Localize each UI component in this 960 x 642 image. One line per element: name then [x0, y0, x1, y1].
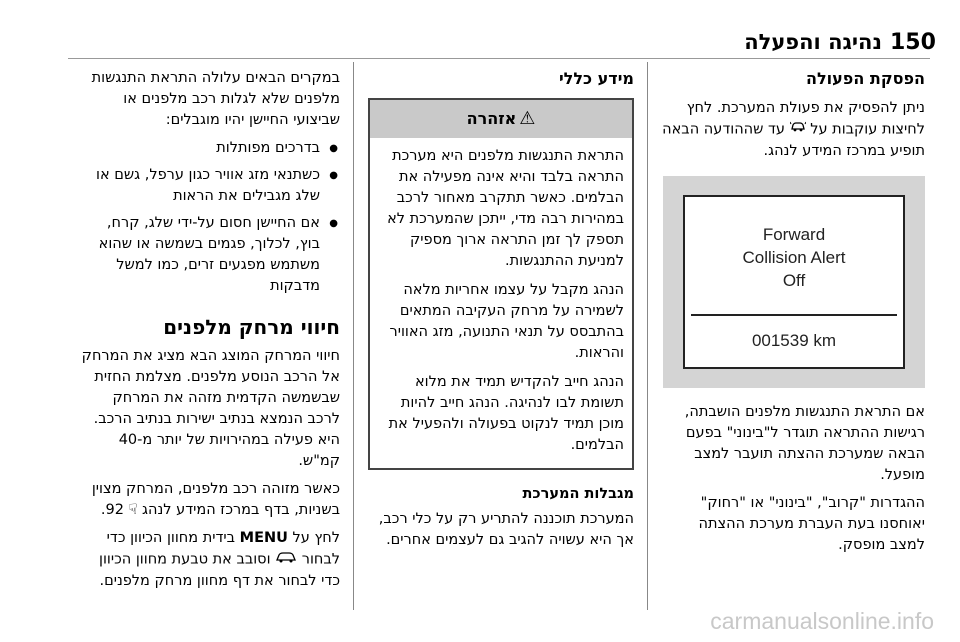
menu-instruction-end: וסובב את טבעת מחוון הכיוון כדי לבחור את דף מחוון מרחק מלפנים.	[99, 551, 340, 589]
page-number: 150	[890, 30, 936, 55]
column-divider-left	[353, 62, 354, 610]
page-header-title: נהיגה והפעלה	[744, 30, 882, 54]
header-rule	[68, 58, 930, 59]
warning-paragraph: התראת התנגשות מלפנים היא מערכת התראה בלבד והיא אינה מפעילה את הבלמים. כאשר תתקרב מאחור לרכב במהירות רבה מדי, ייתכן שהמערכת לא תספק לך זמן התראה ארוך מספיק למניעת ההתנגשות.	[387, 148, 624, 269]
warning-header	[370, 100, 632, 138]
bullet-item: ● בדרכים מפותלות	[80, 138, 340, 159]
menu-instruction-start: לחץ על	[292, 530, 340, 546]
car-distance-icon	[275, 549, 297, 570]
display-divider	[691, 314, 897, 316]
bullet-item: ● כשתנאי מזג אוויר כגון ערפל, גשם או שלג מגבילים את הראות	[80, 165, 340, 207]
display-line-forward: Forward	[762, 224, 826, 244]
display-odometer: 001539 km	[751, 330, 837, 350]
menu-instruction-middle: בידית מחוון הכיוון כדי לבחור	[106, 530, 340, 568]
display-line-collision-alert: Collision Alert	[742, 247, 846, 267]
distance-intro-text: חיווי המרחק המוצג הבא מציג את המרחק אל הרכב הנוסע מלפנים. מצלמת החזית שבשמשה הקדמית מזהה את המרחק לרכב הנמצא בנתיב ישירות בנתיב הרכב. היא פעילה במהירויות של יותר מ-40 קמ"ש.	[81, 348, 340, 469]
subheading-system-limits: מגבלות המערכת	[522, 486, 634, 502]
warning-title: אזהרה	[466, 109, 517, 128]
settings-stored-text: ההגדרות "קרוב", "בינוני" או "רחוק" יאוחסנו בעת העברת מערכת ההצתה למצב מופסק.	[698, 494, 925, 553]
warning-paragraph: הנהג מקבל על עצמו אחריות מלאה לשמירה על מרחק העקיבה המתאים בהתבסס על תנאי התנועה, מזג האוויר והראות.	[389, 282, 624, 361]
right-column	[660, 68, 925, 563]
middle-column	[368, 68, 634, 558]
distance-seconds-label: כאשר מזוהה רכב מלפנים, המרחק מצוין בשניות, בדף במרכז המידע לנהג	[91, 481, 340, 518]
page-reference[interactable]: 92	[105, 502, 124, 518]
system-limits-text: המערכת תוכננה להתריע רק על כלי רכב, אך היא עשויה להגיב גם לעצמים אחרים.	[378, 511, 634, 548]
distance-seconds-text: כאשר מזוהה רכב מלפנים, המרחק מצוין בשניות, בדף במרכז המידע לנהג ☟ 92.	[91, 481, 340, 518]
column-divider-right	[647, 62, 648, 610]
warning-paragraph: הנהג חייב להקדיש תמיד את מלוא תשומת לבו לנהיגה. הנהג חייב להיות מוכן תמיד לנקוט בפעולה ולהפעיל את הבלמים.	[388, 374, 624, 453]
section-heading-disable: הפסקת הפעולה	[805, 69, 925, 88]
warning-body	[370, 138, 632, 468]
watermark: carmanualsonline.info	[710, 608, 934, 634]
sensitivity-reset-text: אם התראת התנגשות מלפנים הושבתה, רגישות ההתראה תוגדר ל"בינוני" בפעם הבאה שמערכת ההצתה תועבר למצב מופעל.	[684, 403, 925, 483]
section-heading-general: מידע כללי	[558, 69, 634, 88]
page-ref-icon: ☟	[128, 502, 138, 518]
warning-triangle-icon: ⚠	[519, 108, 536, 129]
limitations-intro: במקרים הבאים עלולה התראת התנגשות מלפנים שלא לגלות רכב מלפנים או שביצועי החיישן יהיו מוגבלים:	[91, 70, 340, 128]
car-alert-icon	[790, 119, 806, 140]
section-heading-distance: חיווי מרחק מלפנים	[163, 315, 340, 339]
left-column	[80, 68, 340, 599]
menu-button-label: MENU	[239, 530, 288, 546]
driver-info-display-illustration	[663, 176, 925, 388]
disable-intro-text: ניתן להפסיק את פעולת המערכת. לחץ לחיצות עוקבות על עד שההודעה הבאה תופיע במרכז המידע לנהג.	[662, 100, 925, 159]
warning-box	[368, 98, 634, 470]
menu-instructions-text	[80, 528, 340, 592]
display-line-off: Off	[782, 270, 806, 290]
display-screen	[683, 195, 905, 369]
bullet-item: ● אם החיישן חסום על-ידי שלג, קרח, בוץ, לכלוך, פגמים בשמשה או שהוא משתמש מפגעים זרים, כמו למשל מדבקות	[80, 213, 340, 297]
